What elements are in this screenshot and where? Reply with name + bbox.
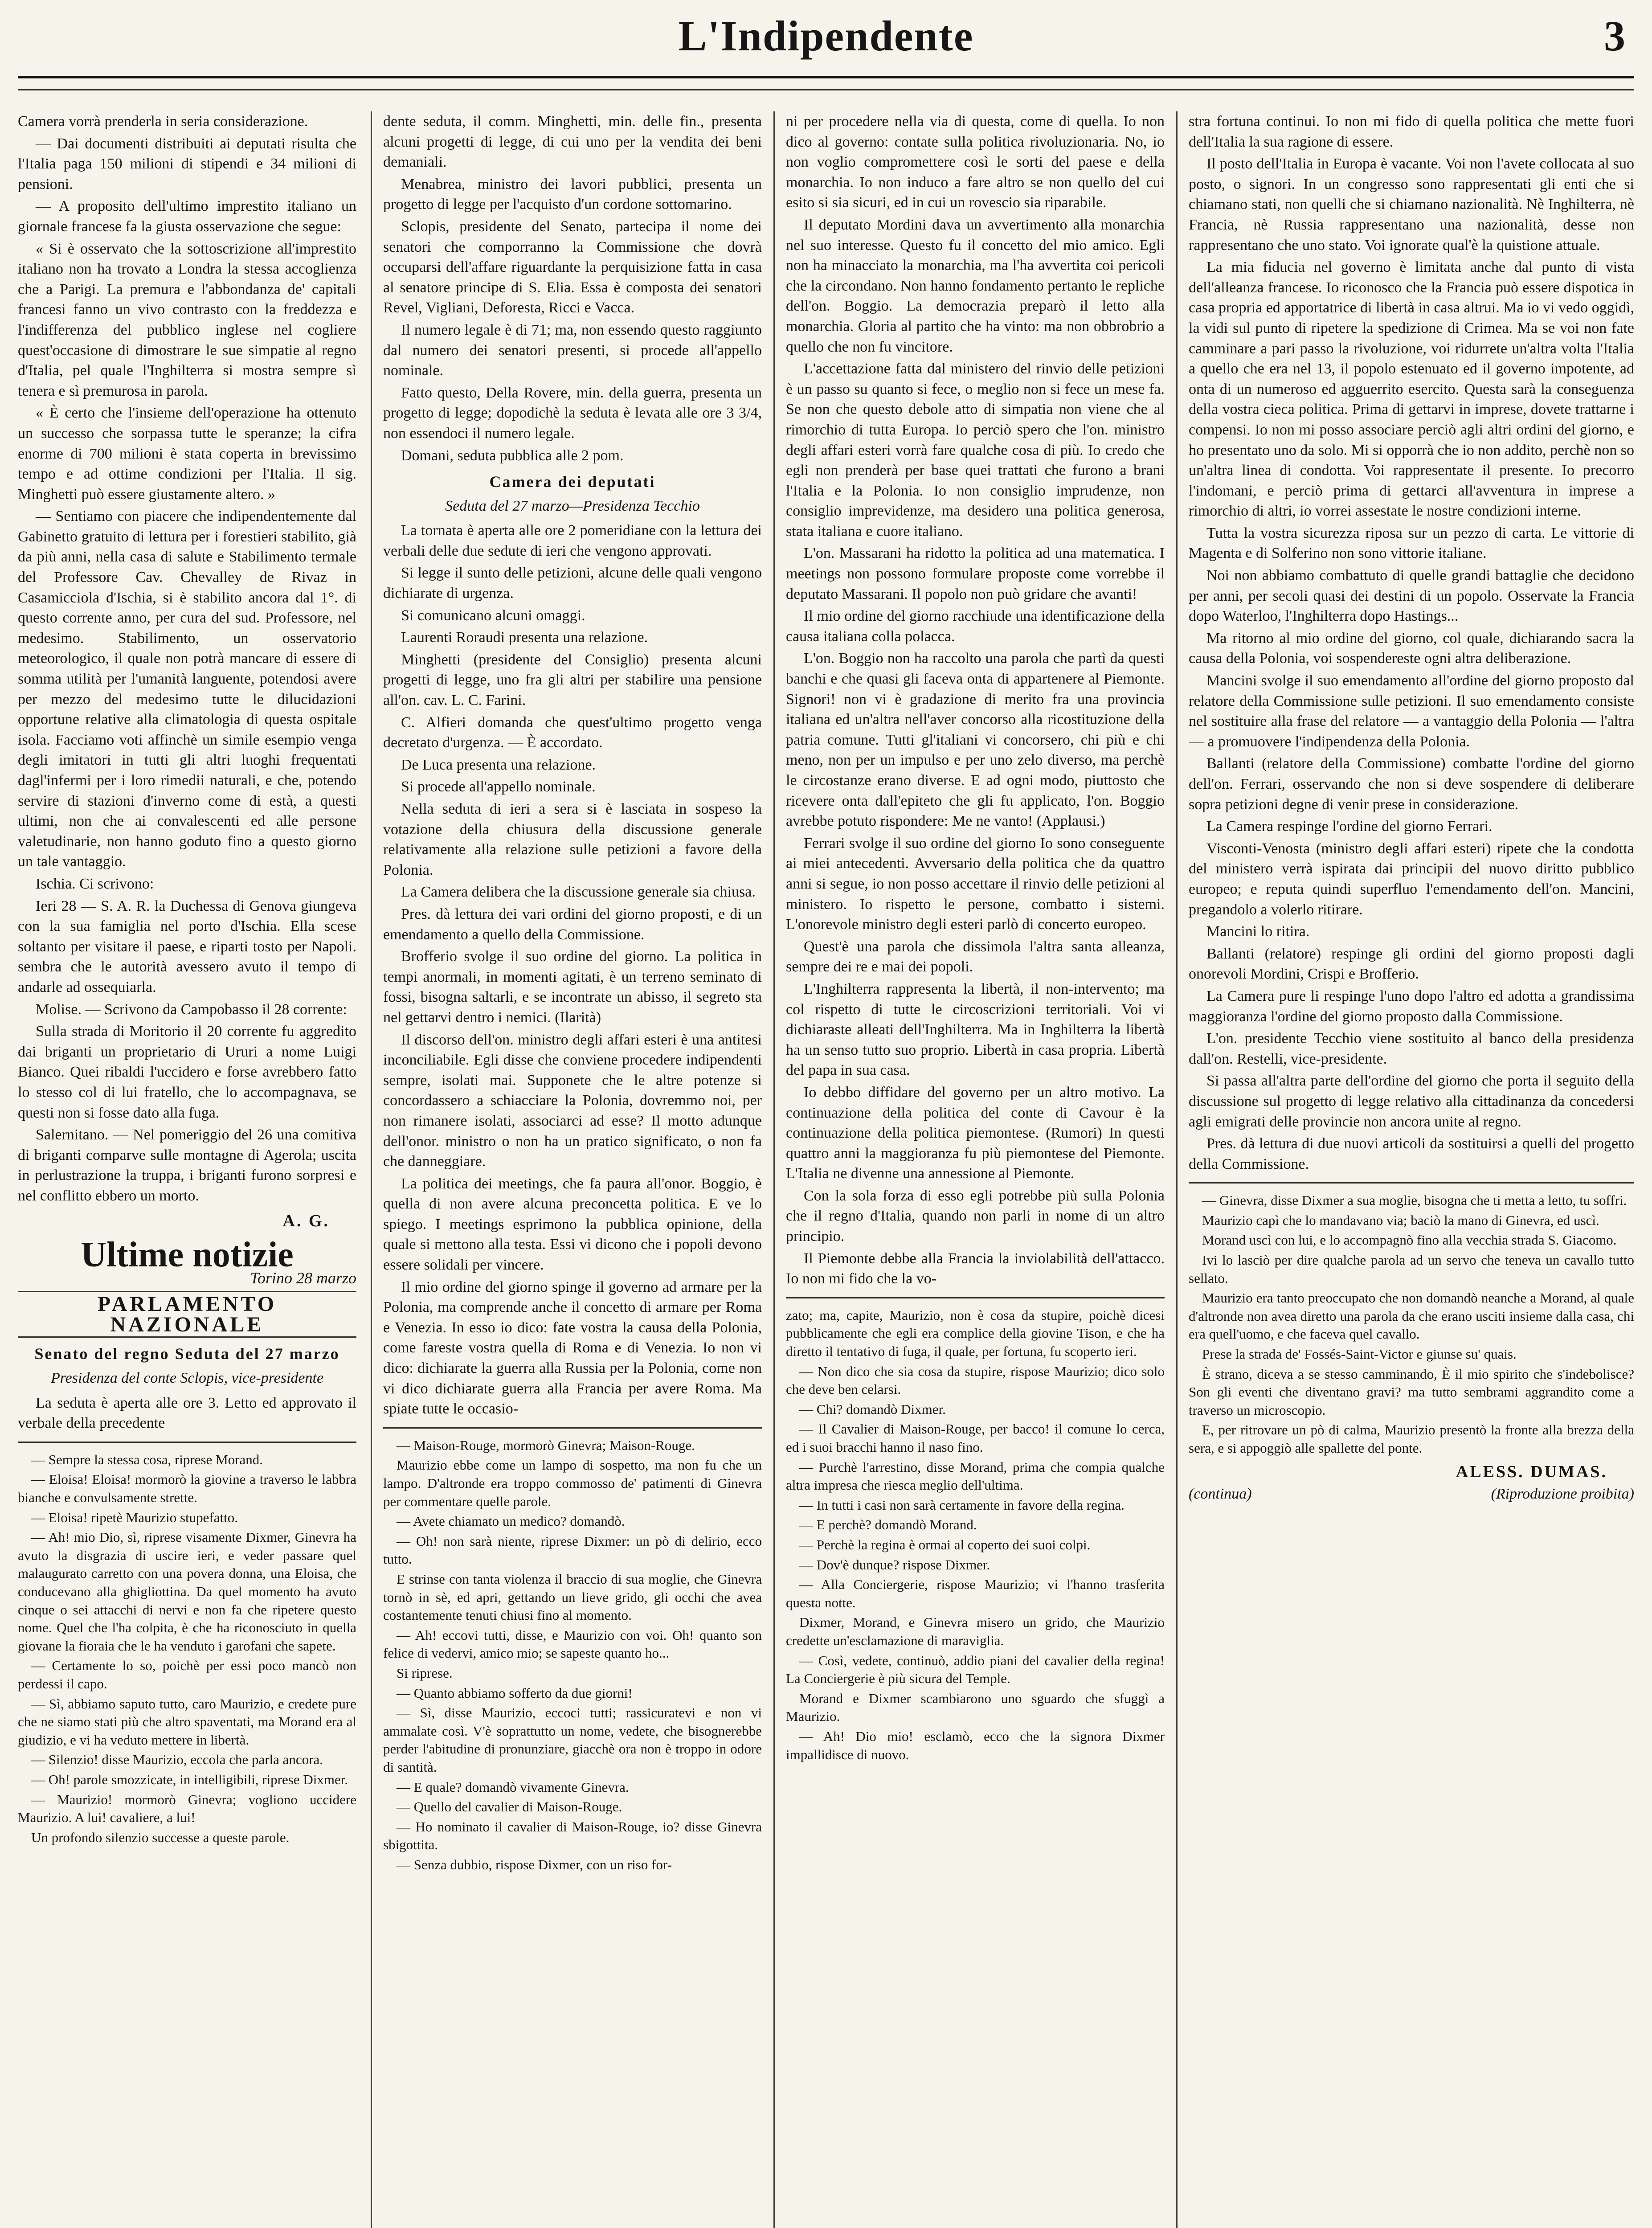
article-paragraph: De Luca presenta una relazione. (401, 756, 596, 773)
article-paragraph: Io debbo diffidare del governo per un altro motivo. La continuazione della politica del conte di Cavour è la continuazione della politica piemontese. (Rumori) In questi quattro anni la maggioranza fu più piemontese del Piemonte. L'Italia ne divenne una annessione al Piemonte. (786, 1084, 1165, 1182)
feuilleton-paragraph: — Sì, abbiamo saputo tutto, caro Maurizio, e credete pure che ne siamo stati più che altro spaventati, ma Morand era al giudizio, e vi ha veduto mettere in libertà. (18, 1696, 356, 1748)
dateline: Torino 28 marzo (250, 1269, 356, 1287)
feuilleton-paragraph: — Ah! mio Dio, sì, riprese visamente Dixmer, Ginevra ha avuto la disgrazia di uscire ieri, e veder passare quel malaugurato carretto con una povera donna, una Eloisa, che conducevano alla ghigliottina. Da quel momento ha avuto cinque o sei attacchi di nervi e non fa che ripetere questo nome. Quel che l'ha colpita, è che ha riconosciuto in quella giovane la fioraia che le ha venduto i garofani che sapete. (18, 1529, 356, 1654)
feuilleton-paragraph: Prese la strada de' Fossés-Saint-Victor e giunse su' quais. (1202, 1346, 1517, 1362)
feuilleton-paragraph: — Ah! eccovi tutti, disse, e Maurizio con voi. Oh! quanto son felice di vedervi, amico mio; se sapeste quanto ho... (383, 1627, 762, 1661)
column-3 (786, 111, 1165, 2228)
feuilleton-paragraph: — Certamente lo so, poichè per essi poco mancò non perdessi il capo. (18, 1658, 356, 1691)
camera-heading: Camera dei deputati (489, 473, 656, 491)
feuilleton-paragraph: — Chi? domandò Dixmer. (799, 1401, 946, 1417)
article-paragraph: L'accettazione fatta dal ministero del rinvio delle petizioni è un passo su quanto si fece, o meglio non si fece un mese fa. Se non che questo debole atto di simpatia non viene che al rimorchio di tutta Europa. Io perciò spero che l'on. ministro degli affari esteri vorrà fare qualche cosa di più. Io credo che egli non prenderà per base quei trattati che furono a brani l'Italia e la Polonia. Io non consiglio imprudenze, non consiglio imprevidenze, ma desidero una politica generosa, stata italiana e cuore italiano. (786, 360, 1165, 540)
article-paragraph: Noi non abbiamo combattuto di quelle grandi battaglie che decidono per anni, per secoli quasi dei destini di un popolo. Osservate la Francia dopo Waterloo, l'Inghilterra dopo Hastings... (1189, 567, 1634, 625)
feuilleton-section (1189, 1192, 1634, 1503)
article-paragraph: Il posto dell'Italia in Europa è vacante. Voi non l'avete collocata al suo posto, o signori. In un congresso sono rappresentati gli enti che si chiamano stati, non quelli che si chiamano nazionalità. Nè Inghilterra, nè Francia, nè Russia rappresentano una nazionalità, desse non rappresentano che uno stato. Voi ignorate qual'è la quistione attuale. (1189, 156, 1634, 254)
article-paragraph: Domani, seduta pubblica alle 2 pom. (401, 447, 624, 464)
feuilleton-paragraph: — Ho nominato il cavalier di Maison-Rouge, io? disse Ginevra sbigottita. (383, 1818, 762, 1853)
article-paragraph: Mancini svolge il suo emendamento all'ordine del giorno proposto dal relatore della Commissione sulle petizioni. Il suo emendamento consiste nel sostituire alla frase del relatore — a vantaggio della Polonia — l'altra — a promuovere l'indipendenza della Polonia. (1189, 672, 1634, 750)
page-number: 3 (1604, 12, 1625, 60)
column-2 (383, 111, 762, 2228)
article-paragraph: Il Piemonte debbe alla Francia la inviolabilità dell'attacco. Io non mi fido che la vo- (786, 1250, 1165, 1287)
senato-subheading: Presidenza del conte Sclopis, vice-presidente (50, 1370, 324, 1387)
masthead-rule (18, 76, 1634, 78)
reproduction-note: (Riproduzione proibita) (1491, 1486, 1634, 1503)
article-paragraph: La Camera respinge l'ordine del giorno Ferrari. (1206, 818, 1493, 835)
feuilleton-paragraph: — Alla Conciergerie, rispose Maurizio; vi l'hanno trasferita questa notte. (786, 1577, 1165, 1610)
feuilleton-paragraph: Morand uscì con lui, e lo accompagnò fino alla vecchia strada S. Giacomo. (1202, 1232, 1617, 1248)
article-paragraph: Quest'è una parola che dissimola l'altra santa alleanza, sempre dei re e mai dei popoli. (786, 938, 1165, 975)
feuilleton-paragraph: — Sempre la stessa cosa, riprese Morand. (31, 1451, 263, 1467)
feuilleton-paragraph: — In tutti i casi non sarà certamente in favore della regina. (799, 1497, 1125, 1513)
author-signature: ALESS. DUMAS. (1456, 1462, 1607, 1481)
article-paragraph: ni per procedere nella via di questa, come di quella. Io non dico al governo: contate sulla politica rivoluzionaria. No, io non voglio compromettere così le sorti del paese e della monarchia. Io non induco a fare altro se non quello del cui esito si sia sicuri, ed in cui un rovescio sia riparabile. (786, 113, 1165, 211)
article-paragraph: L'on. Massarani ha ridotto la politica ad una matematica. I meetings non possono formulare proposte come vorrebbe il deputato Massarani. Il popolo non può gridare che avanti! (786, 545, 1165, 602)
feuilleton-paragraph: E strinse con tanta violenza il braccio di sua moglie, che Ginevra tornò in sè, ed apri, gettando un lieve grido, gli occhi che avea costantemente tenuti chiusi fino al momento. (383, 1571, 762, 1623)
article-paragraph: La Camera pure li respinge l'uno dopo l'altro ed adotta a grandissima maggioranza l'ordine del giorno proposto dalla Commissione. (1189, 987, 1634, 1025)
article-paragraph: Laurenti Roraudi presenta una relazione. (401, 629, 648, 646)
article-paragraph: Fatto questo, Della Rovere, min. della guerra, presenta un progetto di legge; dopodichè la seduta è levata alle ore 3 3/4, non essendoci il numero legale. (383, 384, 762, 442)
feuilleton-paragraph: Si riprese. (397, 1665, 453, 1681)
article-paragraph: stra fortuna continui. Io non mi fido di quella politica che mette fuori dell'Italia la sua ragione di essere. (1189, 113, 1634, 150)
feuilleton-paragraph: — Ah! Dio mio! esclamò, ecco che la signora Dixmer impallidisce di nuovo. (786, 1728, 1165, 1762)
article-paragraph: « Si è osservato che la sottoscrizione all'imprestito italiano non ha trovato a Londra la stessa accoglienza che a Parigi. La premura e l'abbondanza de' capitali francesi fanno un vivo contrasto con la freddezza e l'indifferenza del pubblico inglese nel cogliere quest'occasione di dimostrare le sue simpatie al regno d'Italia, pel quale l'Inghilterra si mostra sempre sì tenera e sì premurosa in parola. (18, 240, 356, 399)
feuilleton-paragraph: Dixmer, Morand, e Ginevra misero un grido, che Maurizio credette un'esclamazione di maraviglia. (786, 1614, 1165, 1648)
article-paragraph: Pres. dà lettura di due nuovi articoli da sostituirsi a quelli del progetto della Commissione. (1189, 1135, 1634, 1172)
article-paragraph: Si passa all'altra parte dell'ordine del giorno che porta il seguito della discussione sul progetto di legge relativo alla cittadinanza da concedersi agli emigrati delle provincie non ancora unite al regno. (1189, 1073, 1634, 1130)
feuilleton-paragraph: — Ginevra, disse Dixmer a sua moglie, bisogna che ti metta a letto, tu soffri. (1202, 1192, 1627, 1208)
senato-paragraph: La seduta è aperta alle ore 3. Letto ed approvato il verbale della precedente (18, 1394, 356, 1432)
article-paragraph: La mia fiducia nel governo è limitata anche dal punto di vista dell'alleanza francese. Io riconosco che la Francia può essere dispotica in casa propria ed apportatrice di libertà in casa altrui. Ma io vi vedo oggidì, la vidi sul punto di ripetere la spedizione di Crimea. Ma se voi non fate camminare a pari passo la rivoluzione, voi ridurrete un'altra volta l'Italia a quello che era nel 13, il popolo estenuato ed il governo impotente, ad onta di un numeroso ed agguerrito esercito. Questa sarà la conseguenza della vostra cieca politica. Prima di gettarvi in imprese, dovete trattarne i compensi. Io non mi posso associare perciò agli altri ordini del giorno, e ho presentato uno da solo. Mi si opporrà che io non addito, perchè non so un'altra linea di condotta. Voi rappresentate il presente. Io precorro l'indomani, e perciò prima di gettarci all'avventura in imprese a rimorchio di altri, io vorrei assestate le nostre condizioni interne. (1189, 259, 1634, 520)
feuilleton-paragraph: — Sì, disse Maurizio, eccoci tutti; rassicuratevi e non vi ammalate così. V'è soprattutto un nome, vedete, che bisognerebbe perder l'abitudine di pronunziare, giacchè ora non è troppo in odore di santità. (383, 1705, 762, 1775)
article-paragraph: Brofferio svolge il suo ordine del giorno. La politica in tempi anormali, in momenti agitati, è un terreno seminato di fossi, bisogna saltarli, e se incontrate un abisso, il segreto sta nel gettarvi dentro i nemici. (Ilarità) (383, 948, 762, 1026)
feuilleton-paragraph: — Dov'è dunque? rispose Dixmer. (799, 1556, 990, 1573)
feuilleton-paragraph: Un profondo silenzio successe a queste parole. (31, 1829, 290, 1845)
article-paragraph: L'on. Boggio non ha raccolto una parola che partì da questi banchi e che quasi gli faceva onta di appartenere al Piemonte. Signori! non vi è gradazione di merito fra una provincia italiana ed un'altra nell'aver concorso alla ricostituzione della patria comune. Tutti gl'italiani vi concorsero, chi più e chi meno, non per un impulso e per uno zelo diverso, ma perchè le circostanze erano diverse. E ad ogni modo, piuttosto che ricevere onta dall'epiteto che gli fu applicato, l'on. Boggio avrebbe potuto rispondere: Me ne vanto! (Applausi.) (786, 650, 1165, 830)
article-paragraph: La tornata è aperta alle ore 2 pomeridiane con la lettura dei verbali delle due sedute di ieri che vengono approvati. (383, 522, 762, 559)
column-4 (1189, 111, 1634, 2228)
article-paragraph: — A proposito dell'ultimo imprestito italiano un giornale francese fa la giusta osservazione che segue: (18, 198, 356, 235)
feuilleton-divider (383, 1427, 762, 1429)
article-paragraph: Ferrari svolge il suo ordine del giorno Io sono conseguente ai miei antecedenti. Avversario della politica che da quattro anni si segue, io non posso accettare il rinvio delle petizioni al ministero. Io rispetto le persone, combatto i sistemi. L'onorevole ministro degli esteri parlò di concerto europeo. (786, 835, 1165, 933)
continua-note: (continua) (1189, 1486, 1252, 1503)
feuilleton-paragraph: E, per ritrovare un pò di calma, Maurizio presentò la fronte alla brezza della sera, e si appoggiò alle spallette del ponte. (1189, 1422, 1634, 1456)
article-paragraph: dente seduta, il comm. Minghetti, min. delle fin., presenta alcuni progetti di legge, di cui uno per la vendita dei beni demaniali. (383, 113, 762, 171)
article-paragraph: Il mio ordine del giorno racchiude una identificazione della causa italiana colla polacca. (786, 608, 1165, 645)
ultime-notizie-heading: Ultime notizie (81, 1235, 294, 1275)
feuilleton-paragraph: — E perchè? domandò Morand. (799, 1517, 977, 1533)
article-paragraph: Il discorso dell'on. ministro degli affari esteri è una antitesi inconciliabile. Egli disse che conviene procedere indipendenti sempre, isolati mai. Supponete che le altre potenze si concordassero a schiacciare la Polonia, dovremmo noi, per non rimanere isolati, associarci ad esse? Il motto adunque dell'onor. ministro o non ha un pratico significato, o non fa che danneggiare. (383, 1031, 762, 1170)
feuilleton-section (383, 1437, 762, 1874)
feuilleton-paragraph: — Maurizio! mormorò Ginevra; vogliono uccidere Maurizio. A lui! cavaliere, a lui! (18, 1791, 356, 1826)
feuilleton-paragraph: — Oh! parole smozzicate, in intelligibili, riprese Dixmer. (31, 1771, 348, 1787)
article-paragraph: La politica dei meetings, che fa paura all'onor. Boggio, è quella di non avere alcuna preconcetta politica. E ve lo spiego. I meetings esprimono la pubblica opinione, della quale si mettono alla testa. Essi vi dicono che i popoli devono essere solidali per vincere. (383, 1175, 762, 1274)
feuilleton-paragraph: — Quanto abbiamo sofferto da due giorni! (397, 1685, 633, 1701)
article-paragraph: L'Inghilterra rappresenta la libertà, il non-intervento; ma col rispetto di tutte le circoscrizioni territoriali. Voi vi dichiaraste alleati dell'Inghilterra. Ma in Inghilterra la libertà ha un senso tutto suo proprio. Libertà in casa propria. Libertà del papa in sua casa. (786, 980, 1165, 1079)
feuilleton-section (786, 1306, 1165, 1764)
article-paragraph: Il mio ordine del giorno spinge il governo ad armare per la Polonia, ma comprende anche il concetto di armare per Roma e Venezia. In esso io dico: fate vostra la causa della Polonia, come fareste vostra quella di Roma e di Venezia. Io non vi dico: dichiarate la guerra alla Russia per la Polonia, come non vi dico dichiarate guerra alla Francia per avere Roma. Ma spiate tutte le occasio- (383, 1278, 762, 1417)
newspaper-title: L'Indipendente (678, 12, 974, 60)
feuilleton-paragraph: Maurizio ebbe come un lampo di sospetto, ma non fu che un lampo. D'altronde era troppo commosso de' patimenti di Ginevra per commentare quelle parole. (383, 1457, 762, 1509)
feuilleton-paragraph: Maurizio capì che lo mandavano via; baciò la mano di Ginevra, ed uscì. (1202, 1212, 1599, 1228)
article-paragraph: Mancini lo ritira. (1206, 923, 1310, 940)
feuilleton-paragraph: Ivi lo lasciò per dire qualche parola ad un servo che teneva un cavallo tutto sellato. (1189, 1252, 1634, 1286)
column-divider (773, 111, 775, 2228)
article-paragraph: Ballanti (relatore della Commissione) combatte l'ordine del giorno dell'on. Ferrari, osservando che non si deve sospendere di deliberare sopra petizioni degne di venir prese in considerazione. (1189, 755, 1634, 813)
feuilleton-paragraph: È strano, diceva a se stesso camminando, È il mio spirito che s'indebolisce? Son gli eventi che diventano gravi? ma tutto sembrami aggrandito come a traverso un microscopio. (1189, 1366, 1634, 1418)
article-paragraph: Nella seduta di ieri a sera si è lasciata in sospeso la votazione della chiusura della discussione generale relativamente alla relazione sulle petizioni a favore della Polonia. (383, 801, 762, 878)
article-paragraph: Con la sola forza di esso egli potrebbe più sulla Polonia che il regno d'Italia, quando non parli in nome di un altro principio. (786, 1187, 1165, 1245)
feuilleton-divider (786, 1297, 1165, 1298)
article-paragraph: — Dai documenti distribuiti ai deputati risulta che l'Italia paga 150 milioni di stipendi e 34 milioni di pensioni. (18, 135, 356, 192)
article-paragraph: Si procede all'appello nominale. (401, 778, 596, 795)
feuilleton-divider (18, 1442, 356, 1443)
parliament-banner: PARLAMENTO NAZIONALE (18, 1291, 356, 1338)
article-paragraph: Camera vorrà prenderla in seria considerazione. (18, 113, 308, 130)
article-paragraph: Il deputato Mordini dava un avvertimento alla monarchia nel suo interesse. Questo fu il concetto del mio amico. Egli non ha minacciato la monarchia, ma l'ha avvertita coi pericoli che la circondano. Non hanno fondamento pertanto le repliche dell'on. Boggio. La democrazia preparò il letto alla monarchia. Gloria al partito che ha vinto: ma non obbrobrio a quello che non fu vincitore. (786, 216, 1165, 355)
feuilleton-paragraph: zato; ma, capite, Maurizio, non è cosa da stupire, poichè dicesi pubblicamente che egli era complice della giovine Tison, e che ha diretto il tentativo di fuga, il quale, per fortuna, fu scoperto ieri. (786, 1307, 1165, 1360)
article-paragraph: Ballanti (relatore) respinge gli ordini del giorno proposti dagli onorevoli Mordini, Crispi e Brofferio. (1189, 945, 1634, 983)
article-paragraph: L'on. presidente Tecchio viene sostituito al banco della presidenza dall'on. Restelli, vice-presidente. (1189, 1030, 1634, 1067)
article-paragraph: Pres. dà lettura dei vari ordini del giorno proposti, e di un emendamento a quello della Commissione. (383, 905, 762, 943)
signature: A. G. (282, 1212, 330, 1231)
feuilleton-paragraph: — Oh! non sarà niente, riprese Dixmer: un pò di delirio, ecco tutto. (383, 1533, 762, 1567)
feuilleton-paragraph: — Eloisa! Eloisa! mormorò la giovine a traverso le labbra bianche e convulsamente strette. (18, 1471, 356, 1505)
senato-heading: Senato del regno Seduta del 27 marzo (34, 1345, 340, 1363)
feuilleton-paragraph: — Non dico che sia cosa da stupire, rispose Maurizio; dico solo che deve ben celarsi. (786, 1363, 1165, 1397)
molise-paragraph: Sulla strada di Moritorio il 20 corrente fu aggredito dai briganti un proprietario di Ururi a nome Luigi Bianco. Quei ribaldi l'uccidero e forse avrebbero fatto lo stesso col di lui fratello, che lo accompagnava, se questi non si fosse dato alla fuga. (18, 1023, 356, 1121)
feuilleton-divider (1189, 1182, 1634, 1184)
feuilleton-paragraph: — Così, vedete, continuò, addio piani del cavalier della regina! La Conciergerie è più sicura del Temple. (786, 1652, 1165, 1687)
feuilleton-paragraph: — Senza dubbio, rispose Dixmer, con un riso for- (397, 1856, 672, 1872)
salernitano-paragraph: Salernitano. — Nel pomeriggio del 26 una comitiva di briganti comparve sulle montagne di Agerola; uscita in perlustrazione la truppa, i briganti furono sorpresi e nel conflitto ebbero un morto. (18, 1126, 356, 1204)
article-paragraph: Sclopis, presidente del Senato, partecipa il nome dei senatori che comporranno la Commissione che dovrà occuparsi dell'affare riguardante la perquisizione fatta in casa al senatore principe di S. Elia. Essa è composta dei senatori Revel, Vigliani, Deforesta, Ricci e Vacca. (383, 218, 762, 316)
column-1 (18, 111, 356, 2228)
article-paragraph: Si comunicano alcuni omaggi. (401, 607, 585, 624)
feuilleton-paragraph: — Il Cavalier di Maison-Rouge, per bacco! il comune lo cerca, ed i suoi bracchi hanno il naso fino. (786, 1421, 1165, 1455)
article-paragraph: « È certo che l'insieme dell'operazione ha ottenuto un successo che sorpassa tutte le speranze; la cifra enorme di 700 milioni è stata coperta in brevissimo tempo e ad ottime condizioni per l'Italia. Il sig. Minghetti può essere giustamente altero. » (18, 405, 356, 503)
article-paragraph: Visconti-Venosta (ministro degli affari esteri) ripete che la condotta del ministero verrà ispirata dai principii del nuovo diritto pubblico europeo; e reputa quindi superfluo l'emendamento dell'on. Mancini, pregandolo a volerlo ritirare. (1189, 840, 1634, 918)
article-paragraph: La Camera delibera che la discussione generale sia chiusa. (401, 884, 756, 901)
feuilleton-footer (1189, 1485, 1634, 1503)
article-paragraph: Tutta la vostra sicurezza riposa sur un pezzo di carta. Le vittorie di Magenta e di Solferino non sono vittorie italiane. (1189, 524, 1634, 562)
article-paragraph: Si legge il sunto delle petizioni, alcune delle quali vengono dichiarate di urgenza. (383, 565, 762, 602)
feuilleton-paragraph: — Eloisa! ripetè Maurizio stupefatto. (31, 1509, 238, 1525)
molise-heading: Molise. — Scrivono da Campobasso il 28 corrente: (36, 1001, 347, 1018)
feuilleton-paragraph: — Avete chiamato un medico? domandò. (397, 1513, 625, 1529)
article-paragraph: Ma ritorno al mio ordine del giorno, col quale, dichiarando sacra la causa della Polonia, voi sospendereste ogni altra deliberazione. (1189, 630, 1634, 667)
column-divider (1176, 111, 1178, 2228)
feuilleton-paragraph: — Quello del cavalier di Maison-Rouge. (397, 1799, 622, 1815)
feuilleton-paragraph: Maurizio era tanto preoccupato che non domandò neanche a Morand, al quale d'altronde non avea diretto una parola da che erano usciti insieme dalla casa, chi era quell'uomo, e che faceva quel cavallo. (1189, 1290, 1634, 1342)
feuilleton-paragraph: — Silenzio! disse Maurizio, eccola che parla ancora. (31, 1752, 323, 1768)
article-paragraph: Minghetti (presidente del Consiglio) presenta alcuni progetti di legge, uno fra gli altri per stabilire una pensione all'on. cav. L. C. Farini. (383, 651, 762, 709)
article-paragraph: Il numero legale è di 71; ma, non essendo questo raggiunto dal numero dei senatori presenti, si procede all'appello nominale. (383, 321, 762, 379)
feuilleton-paragraph: — Purchè l'arrestino, disse Morand, prima che compia qualche altra impresa che riesca meglio dell'ultima. (786, 1459, 1165, 1493)
ischia-paragraph: Ieri 28 — S. A. R. la Duchessa di Genova giungeva con la sua famiglia nel porto d'Ischia. Ella scese soltanto per visitare il paese, e riparti tosto per Napoli. sembra che le autorità avessero avuto il tempo di andarle ad ossequiarla. (18, 897, 356, 995)
feuilleton-paragraph: — E quale? domandò vivamente Ginevra. (397, 1779, 629, 1795)
feuilleton-section (18, 1451, 356, 1847)
article-paragraph: Menabrea, ministro dei lavori pubblici, presenta un progetto di legge per l'acquisto d'un cordone sottomarino. (383, 176, 762, 213)
article-paragraph: C. Alfieri domanda che quest'ultimo progetto venga decretato d'urgenza. — È accordato. (383, 714, 762, 751)
feuilleton-paragraph: — Maison-Rouge, mormorò Ginevra; Maison-Rouge. (397, 1437, 695, 1453)
article-paragraph: — Sentiamo con piacere che indipendentemente dal Gabinetto gratuito di lettura per i forestieri stabilito, già da più anni, nella casa di salute e Stabilimento termale del Professore Cav. Chevalley de Rivaz in Casamicciola d'Ischia, si è stabilito ancora dal 1°. di questo corrente anno, per cura del sud. Professore, nel medesimo. Stabilimento, un osservatorio meteorologico, il quale non potrà mancare di essere di somma utilità per l'umanità languente, potendosi avere per mezzo del medesimo tutte le dilucidazioni opportune relative alla climatologia di questa ospitale isola. Facciamo voti affinchè un simile esempio venga degli imitatori in tutti gli altri luoghi frequentati dagl'infermi per i loro rimedii naturali, e che, potendo servire di stazioni d'inverno come di està, a questi ultimi, non che ai convalescenti ed alle persone valetudinarie, non hanno goduto fino a questo giorno un tale vantaggio. (18, 508, 356, 870)
feuilleton-paragraph: — Perchè la regina è ormai al coperto dei suoi colpi. (799, 1536, 1091, 1552)
feuilleton-paragraph: Morand e Dixmer scambiarono uno sguardo che sfuggì a Maurizio. (786, 1690, 1165, 1724)
ischia-heading: Ischia. Ci scrivono: (36, 875, 154, 892)
camera-subheading: Seduta del 27 marzo—Presidenza Tecchio (445, 497, 700, 514)
masthead-rule-thin (18, 89, 1634, 90)
column-divider (371, 111, 372, 2228)
